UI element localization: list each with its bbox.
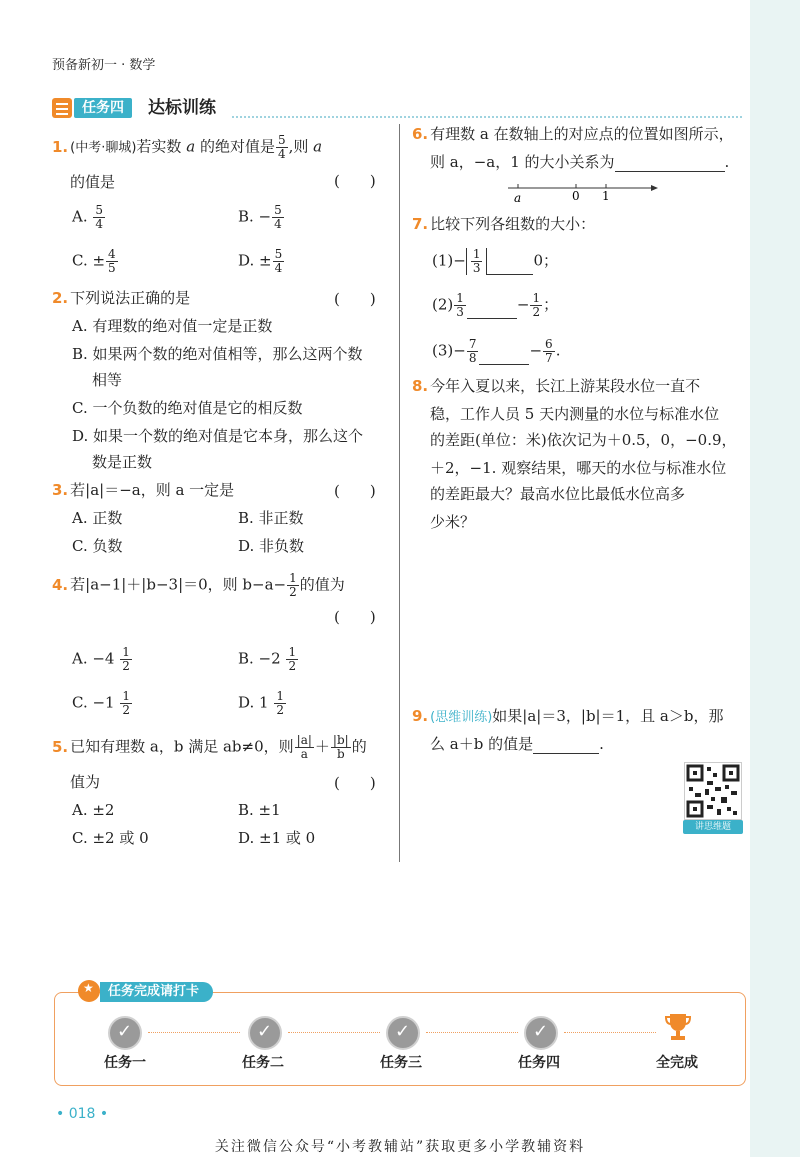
q6-answer-blank[interactable]: [615, 155, 725, 172]
q3-stem: 3. 若|a|＝−a，则 a 一定是: [52, 481, 235, 499]
footer-note: 关注微信公众号“小考教辅站”获取更多小学教辅资料: [214, 1139, 586, 1155]
checkin-title: 任务完成请打卡: [100, 982, 213, 1002]
running-header: 预备新初一 · 数学: [52, 58, 156, 73]
q9-line-1: 9. (思维训练)如果|a|＝3，|b|＝1，且 a＞b，那: [412, 707, 724, 725]
q3-option-d: D. 非负数: [238, 537, 305, 555]
q2-answer-paren: ( ): [334, 290, 376, 308]
q8-line-1: 8. 今年入夏以来，长江上游某段水位一直不: [412, 377, 701, 395]
q7-blank-1[interactable]: [487, 260, 533, 275]
q8-line-6: 少米？: [430, 513, 476, 531]
q8-line-3: 的差距(单位：米)依次记为＋0.5，0，−0.9，: [430, 431, 737, 449]
axis-label-zero: 0: [572, 189, 580, 203]
q3-option-b: B. 非正数: [238, 509, 304, 527]
step-2-check-icon[interactable]: [248, 1016, 282, 1050]
q7-blank-3[interactable]: [479, 350, 529, 365]
q4-option-c: C. −1 $\frac{1}{2}$: [72, 689, 131, 717]
q7-blank-2[interactable]: [467, 304, 517, 319]
axis-label-one: 1: [602, 189, 610, 203]
q1-option-d: D. ± $\frac{5}{4}$: [238, 247, 283, 275]
q5-option-d: D. ±1 或 0: [238, 829, 316, 847]
q3-answer-paren: ( ): [334, 482, 376, 500]
q1-stem-2: 的值是: [70, 173, 116, 191]
step-label-5: 全完成: [656, 1055, 698, 1071]
q5-option-a: A. ±2: [72, 801, 115, 819]
step-4-check-icon[interactable]: [524, 1016, 558, 1050]
dotted-rule: [232, 116, 742, 118]
q2-option-a: A. 有理数的绝对值一定是正数: [72, 317, 273, 335]
q4-option-a: A. −4 $\frac{1}{2}$: [72, 645, 130, 673]
q1-option-c: C. ± $\frac{4}{5}$: [72, 247, 116, 275]
task-label: 任务四: [74, 98, 132, 118]
q1-option-a: A. $\frac{5}{4}$: [72, 203, 104, 231]
q8-line-5: 的差距最大？最高水位比最低水位高多: [430, 485, 686, 503]
step-label-4: 任务四: [518, 1055, 560, 1071]
qr-code[interactable]: [684, 762, 742, 820]
q3-option-c: C. 负数: [72, 537, 123, 555]
step-label-1: 任务一: [104, 1055, 146, 1071]
axis-label-a: a: [514, 191, 522, 204]
trophy-icon[interactable]: [664, 1012, 692, 1042]
q8-line-2: 稳，工作人员 5 天内测量的水位与标准水位: [430, 405, 720, 423]
q1-option-b: B. − $\frac{5}{4}$: [238, 203, 282, 231]
page-edge-strip: [750, 0, 800, 1157]
q1-stem: 1. (中考·聊城)若实数 a 的绝对值是 $\frac{5}{4}$ ,则 a: [52, 133, 323, 161]
step-3-check-icon[interactable]: [386, 1016, 420, 1050]
step-label-3: 任务三: [380, 1055, 422, 1071]
star-badge-icon: [78, 980, 100, 1002]
q7-stem: 7. 比较下列各组数的大小：: [412, 215, 596, 233]
step-connector: [564, 1032, 656, 1033]
q5-option-c: C. ±2 或 0: [72, 829, 149, 847]
q7-part-1: (1)− $\frac{1}{3}$ 0；: [432, 247, 559, 275]
qr-label: 讲思维题: [683, 820, 743, 834]
q4-answer-paren: ( ): [334, 608, 376, 626]
q9-line-2: 么 a＋b 的值是 .: [430, 735, 604, 753]
q5-stem: 5. 已知有理数 a，b 满足 ab≠0，则 $\frac{|a|}{a}$ ＋ $\frac{|b|}{b}$ 的: [52, 733, 367, 761]
notepad-icon: [52, 98, 72, 118]
q5-answer-paren: ( ): [334, 774, 376, 792]
q5-option-b: B. ±1: [238, 801, 281, 819]
page-number: • 018 •: [56, 1106, 109, 1122]
q8-line-4: ＋2，−1. 观察结果，哪天的水位与标准水位: [430, 459, 727, 477]
q4-option-b: B. −2 $\frac{1}{2}$: [238, 645, 297, 673]
q5-stem-2: 值为: [70, 773, 101, 791]
q2-option-c: C. 一个负数的绝对值是它的相反数: [72, 399, 303, 417]
q7-part-2: (2) $\frac{1}{3}$ − $\frac{1}{2}$ ；: [432, 291, 559, 319]
q9-answer-blank[interactable]: [533, 737, 599, 754]
step-label-2: 任务二: [242, 1055, 284, 1071]
q3-option-a: A. 正数: [72, 509, 123, 527]
step-connector: [288, 1032, 380, 1033]
step-connector: [426, 1032, 518, 1033]
q6-stem: 6. 有理数 a 在数轴上的对应点的位置如图所示，: [412, 125, 734, 143]
step-1-check-icon[interactable]: [108, 1016, 142, 1050]
step-connector: [148, 1032, 240, 1033]
q2-option-b-cont: 相等: [92, 371, 123, 389]
q6-stem-2: 则 a，−a，1 的大小关系为 .: [430, 153, 730, 171]
q2-option-d-cont: 数是正数: [92, 453, 153, 471]
task-heading: [52, 96, 742, 122]
column-divider: [399, 124, 400, 862]
q4-option-d: D. 1 $\frac{1}{2}$: [238, 689, 284, 717]
number-line: [508, 180, 658, 204]
q2-option-d: D. 如果一个数的绝对值是它本身，那么这个: [72, 427, 364, 445]
q4-stem: 4. 若|a−1|＋|b−3|＝0，则 b−a− $\frac{1}{2}$ 的值为: [52, 571, 345, 599]
q7-part-3: (3)− $\frac{7}{8}$ − $\frac{6}{7}$ .: [432, 337, 561, 365]
task-title: 达标训练: [148, 98, 216, 118]
q2-stem: 2. 下列说法正确的是: [52, 289, 191, 307]
q2-option-b: B. 如果两个数的绝对值相等，那么这两个数: [72, 345, 363, 363]
q1-answer-paren: ( ): [334, 172, 376, 190]
